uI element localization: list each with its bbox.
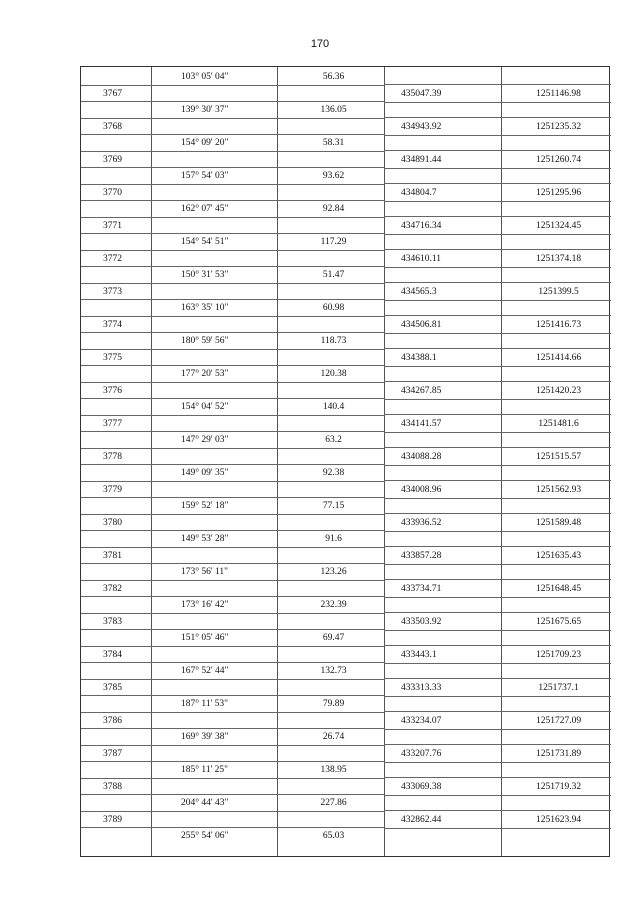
coordinate-x: 433936.52 — [401, 518, 442, 528]
row-divider — [81, 332, 384, 333]
point-number: 3778 — [103, 452, 122, 462]
row-divider — [81, 266, 384, 267]
row-divider — [384, 366, 611, 367]
coordinate-x: 432862.44 — [401, 815, 442, 825]
bearing-angle: 149° 09' 35" — [181, 468, 229, 478]
coordinate-y: 1251481.6 — [538, 419, 579, 429]
segment-distance: 123.26 — [320, 567, 347, 577]
coordinate-y: 1251260.74 — [535, 155, 582, 165]
coordinate-y: 1251719.32 — [535, 782, 582, 792]
row-divider — [81, 827, 384, 828]
coordinate-y: 1251399.5 — [538, 287, 579, 297]
row-divider — [384, 432, 611, 433]
row-divider — [81, 596, 384, 597]
row-divider — [384, 729, 611, 730]
row-divider — [384, 300, 611, 301]
row-divider — [384, 795, 611, 796]
bearing-angle: 157° 54' 03" — [181, 171, 229, 181]
segment-distance: 51.47 — [322, 270, 345, 280]
row-divider — [81, 794, 384, 795]
row-divider — [384, 183, 611, 184]
coordinate-x: 433207.76 — [401, 749, 442, 759]
row-divider — [81, 151, 384, 152]
row-divider — [81, 745, 384, 746]
row-divider — [384, 513, 611, 514]
row-divider — [384, 267, 611, 268]
coordinate-x: 434716.34 — [401, 221, 442, 231]
row-divider — [384, 381, 611, 382]
segment-distance: 77.15 — [322, 501, 345, 511]
row-divider — [384, 216, 611, 217]
row-divider — [81, 580, 384, 581]
coordinate-y: 1251146.98 — [536, 89, 581, 99]
coordinate-x: 434943.92 — [401, 122, 442, 132]
row-divider — [81, 382, 384, 383]
row-divider — [384, 828, 611, 829]
point-number: 3775 — [103, 353, 122, 363]
coordinate-y: 1251635.43 — [535, 551, 582, 561]
coordinate-y: 1251562.93 — [535, 485, 582, 495]
segment-distance: 91.6 — [325, 534, 342, 544]
row-divider — [81, 283, 384, 284]
coordinate-x: 433443.1 — [401, 650, 437, 660]
point-number: 3785 — [103, 683, 122, 693]
row-divider — [81, 233, 384, 234]
coordinate-y: 1251648.45 — [535, 584, 582, 594]
coordinate-x: 434141.57 — [401, 419, 442, 429]
coordinate-y: 1251737.1 — [538, 683, 579, 693]
page-number: 170 — [310, 38, 330, 50]
point-number: 3768 — [103, 122, 122, 132]
point-number: 3784 — [103, 650, 122, 660]
bearing-angle: 154° 54' 51" — [181, 237, 229, 247]
segment-distance: 65.03 — [322, 831, 345, 841]
point-number: 3767 — [103, 89, 122, 99]
bearing-angle: 185° 11' 25" — [181, 765, 229, 775]
row-divider — [384, 498, 611, 499]
bearing-angle: 204° 44' 43" — [181, 798, 229, 808]
segment-distance: 63.2 — [325, 435, 342, 445]
row-divider — [81, 184, 384, 185]
point-number: 3772 — [103, 254, 122, 264]
row-divider — [81, 431, 384, 432]
row-divider — [81, 563, 384, 564]
row-divider — [384, 465, 611, 466]
segment-distance: 118.73 — [320, 336, 347, 346]
segment-distance: 138.95 — [320, 765, 347, 775]
row-divider — [81, 134, 384, 135]
point-number: 3789 — [103, 815, 122, 825]
point-number: 3782 — [103, 584, 122, 594]
bearing-angle: 167° 52' 44" — [181, 666, 229, 676]
bearing-angle: 173° 56' 11" — [181, 567, 229, 577]
coordinate-y: 1251324.45 — [535, 221, 582, 231]
row-divider — [384, 447, 611, 448]
row-divider — [81, 497, 384, 498]
point-number: 3773 — [103, 287, 122, 297]
bearing-angle: 154° 04' 52" — [181, 402, 229, 412]
segment-distance: 79.89 — [322, 699, 345, 709]
bearing-angle: 159° 52' 18" — [181, 501, 229, 511]
segment-distance: 92.84 — [322, 204, 345, 214]
row-divider — [384, 579, 611, 580]
column-divider — [501, 67, 502, 856]
coordinate-y: 1251731.89 — [535, 749, 582, 759]
bearing-angle: 139° 30' 37" — [181, 105, 229, 115]
point-number: 3770 — [103, 188, 122, 198]
row-divider — [384, 414, 611, 415]
row-divider — [81, 316, 384, 317]
coordinate-x: 433313.33 — [401, 683, 442, 693]
coordinate-y: 1251420.23 — [535, 386, 582, 396]
row-divider — [81, 349, 384, 350]
bearing-angle: 150° 31' 53" — [181, 270, 229, 280]
row-divider — [384, 744, 611, 745]
row-divider — [81, 712, 384, 713]
point-number: 3787 — [103, 749, 122, 759]
coordinate-y: 1251416.73 — [535, 320, 582, 330]
survey-table — [80, 66, 610, 857]
row-divider — [384, 663, 611, 664]
row-divider — [81, 398, 384, 399]
row-divider — [81, 415, 384, 416]
coordinate-x: 434804.7 — [401, 188, 437, 198]
row-divider — [384, 810, 611, 811]
column-divider — [384, 67, 385, 856]
coordinate-y: 1251589.48 — [535, 518, 582, 528]
bearing-angle: 147° 29' 03" — [181, 435, 229, 445]
bearing-angle: 169° 39' 38" — [181, 732, 229, 742]
row-divider — [384, 678, 611, 679]
coordinate-x: 434565.3 — [401, 287, 437, 297]
row-divider — [384, 612, 611, 613]
coordinate-x: 434388.1 — [401, 353, 437, 363]
point-number: 3788 — [103, 782, 122, 792]
segment-distance: 56.36 — [322, 72, 345, 82]
coordinate-y: 1251515.57 — [535, 452, 582, 462]
row-divider — [81, 365, 384, 366]
coordinate-y: 1251709.23 — [535, 650, 582, 660]
bearing-angle: 163° 35' 10" — [181, 303, 229, 313]
point-number: 3779 — [103, 485, 122, 495]
point-number: 3771 — [103, 221, 122, 231]
row-divider — [81, 514, 384, 515]
row-divider — [81, 728, 384, 729]
segment-distance: 132.73 — [320, 666, 347, 676]
coordinate-x: 434008.96 — [401, 485, 442, 495]
bearing-angle: 187° 11' 53" — [181, 699, 229, 709]
row-divider — [384, 168, 611, 169]
bearing-angle: 255° 54' 06" — [181, 831, 229, 841]
segment-distance: 93.62 — [322, 171, 345, 181]
row-divider — [81, 695, 384, 696]
row-divider — [384, 135, 611, 136]
row-divider — [81, 646, 384, 647]
bearing-angle: 151° 05' 46" — [181, 633, 229, 643]
bearing-angle: 149° 53' 28" — [181, 534, 229, 544]
coordinate-x: 434891.44 — [401, 155, 442, 165]
row-divider — [81, 299, 384, 300]
segment-distance: 227.86 — [320, 798, 347, 808]
bearing-angle: 154° 09' 20" — [181, 138, 229, 148]
row-divider — [384, 777, 611, 778]
coordinate-x: 435047.39 — [401, 89, 442, 99]
row-divider — [81, 629, 384, 630]
coordinate-y: 1251675.65 — [535, 617, 582, 627]
row-divider — [384, 546, 611, 547]
row-divider — [384, 348, 611, 349]
coordinate-x: 434267.85 — [401, 386, 442, 396]
row-divider — [384, 282, 611, 283]
segment-distance: 92.38 — [322, 468, 345, 478]
row-divider — [384, 531, 611, 532]
coordinate-x: 433503.92 — [401, 617, 442, 627]
coordinate-x: 434610.11 — [401, 254, 442, 264]
coordinate-x: 433069.38 — [401, 782, 442, 792]
row-divider — [384, 315, 611, 316]
row-divider — [384, 399, 611, 400]
point-number: 3769 — [103, 155, 122, 165]
row-divider — [384, 102, 611, 103]
row-divider — [384, 480, 611, 481]
row-divider — [81, 778, 384, 779]
row-divider — [384, 630, 611, 631]
coordinate-y: 1251295.96 — [535, 188, 582, 198]
point-number: 3783 — [103, 617, 122, 627]
coordinate-x: 433857.28 — [401, 551, 442, 561]
coordinate-y: 1251235.32 — [535, 122, 582, 132]
row-divider — [384, 762, 611, 763]
row-divider — [384, 249, 611, 250]
segment-distance: 120.38 — [320, 369, 347, 379]
row-divider — [81, 101, 384, 102]
row-divider — [81, 530, 384, 531]
row-divider — [81, 200, 384, 201]
coordinate-x: 434088.28 — [401, 452, 442, 462]
row-divider — [384, 696, 611, 697]
row-divider — [81, 811, 384, 812]
row-divider — [384, 117, 611, 118]
row-divider — [81, 448, 384, 449]
bearing-angle: 173° 16' 42" — [181, 600, 229, 610]
segment-distance: 232.39 — [320, 600, 347, 610]
coordinate-y: 1251414.66 — [535, 353, 582, 363]
row-divider — [81, 250, 384, 251]
coordinate-y: 1251623.94 — [535, 815, 582, 825]
coordinate-y: 1251374.18 — [535, 254, 582, 264]
segment-distance: 136.05 — [320, 105, 347, 115]
row-divider — [384, 84, 611, 85]
row-divider — [81, 613, 384, 614]
segment-distance: 117.29 — [320, 237, 347, 247]
row-divider — [384, 564, 611, 565]
coordinate-x: 434506.81 — [401, 320, 442, 330]
bearing-angle: 162° 07' 45" — [181, 204, 229, 214]
coordinate-x: 433234.07 — [401, 716, 442, 726]
row-divider — [81, 679, 384, 680]
point-number: 3781 — [103, 551, 122, 561]
bearing-angle: 180° 59' 56" — [181, 336, 229, 346]
row-divider — [81, 761, 384, 762]
row-divider — [384, 150, 611, 151]
row-divider — [384, 711, 611, 712]
row-divider — [81, 118, 384, 119]
point-number: 3780 — [103, 518, 122, 528]
bearing-angle: 103° 05' 04" — [181, 72, 229, 82]
coordinate-y: 1251727.09 — [535, 716, 582, 726]
row-divider — [81, 547, 384, 548]
row-divider — [81, 167, 384, 168]
bearing-angle: 177° 20' 53" — [181, 369, 229, 379]
segment-distance: 60.98 — [322, 303, 345, 313]
row-divider — [81, 85, 384, 86]
coordinate-x: 433734.71 — [401, 584, 442, 594]
segment-distance: 58.31 — [322, 138, 345, 148]
row-divider — [384, 597, 611, 598]
segment-distance: 26.74 — [322, 732, 345, 742]
row-divider — [384, 234, 611, 235]
row-divider — [81, 217, 384, 218]
row-divider — [81, 481, 384, 482]
point-number: 3786 — [103, 716, 122, 726]
row-divider — [81, 662, 384, 663]
row-divider — [384, 333, 611, 334]
segment-distance: 140.4 — [322, 402, 345, 412]
row-divider — [384, 201, 611, 202]
point-number: 3774 — [103, 320, 122, 330]
row-divider — [81, 464, 384, 465]
point-number: 3777 — [103, 419, 122, 429]
point-number: 3776 — [103, 386, 122, 396]
segment-distance: 69.47 — [322, 633, 345, 643]
row-divider — [384, 645, 611, 646]
